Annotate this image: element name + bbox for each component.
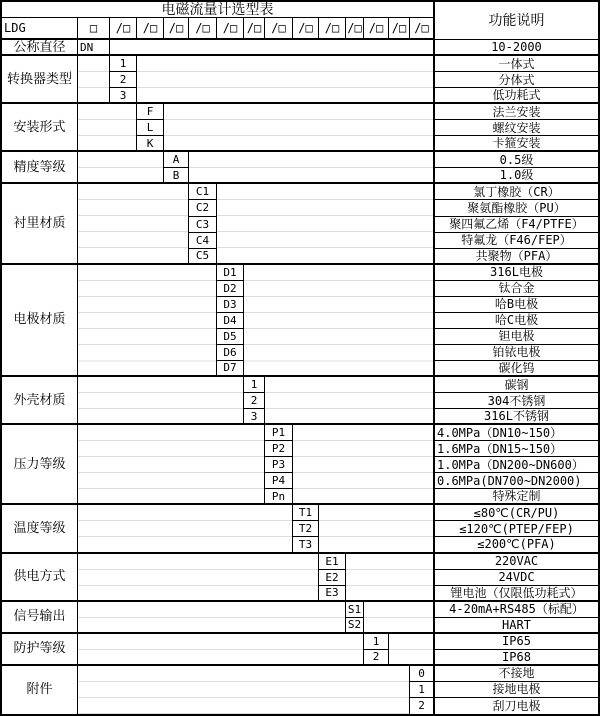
function-cell: 4.0MPa（DN10~150） — [435, 425, 598, 441]
function-cell: 接地电极 — [435, 682, 598, 698]
function-cell: 10-2000 — [435, 40, 598, 56]
section-label: 附件 — [2, 666, 78, 714]
model-slot: /□ — [364, 18, 389, 40]
function-cell: ≤80℃(CR/PU) — [435, 505, 598, 521]
model-slot: /□ — [410, 18, 435, 40]
function-cell: 哈C电极 — [435, 313, 598, 329]
function-cell: 4-20mA+RS485（标配） — [435, 602, 598, 618]
code-cell: 1 — [364, 634, 389, 650]
section-label: 信号输出 — [2, 602, 78, 634]
merged-empty-cell — [364, 602, 435, 634]
code-cell: L — [137, 120, 164, 136]
section-label: 衬里材质 — [2, 184, 78, 264]
model-slot: /□ — [265, 18, 293, 40]
model-base-box: □ — [78, 18, 110, 40]
function-cell: 不接地 — [435, 666, 598, 682]
merged-empty-cell — [110, 40, 435, 56]
merged-empty-cell — [189, 152, 435, 184]
section-label: 防护等级 — [2, 634, 78, 666]
function-cell: IP65 — [435, 634, 598, 650]
merged-empty-cell — [346, 554, 435, 602]
merged-empty-cell — [137, 56, 435, 104]
function-cell: 分体式 — [435, 72, 598, 88]
code-cell: C2 — [189, 200, 217, 216]
model-slot: /□ — [189, 18, 217, 40]
section-label: 精度等级 — [2, 152, 78, 184]
code-cell: D7 — [217, 361, 244, 377]
section-label: 供电方式 — [2, 554, 78, 602]
function-cell: 聚四氟乙烯（F4/PTFE） — [435, 217, 598, 233]
model-slot: /□ — [319, 18, 346, 40]
merged-empty-cell — [78, 152, 164, 184]
code-cell: P2 — [265, 441, 293, 457]
merged-empty-cell — [389, 634, 435, 666]
function-cell: 共聚物（PFA） — [435, 249, 598, 265]
function-cell: 1.0MPa（DN200~DN600） — [435, 457, 598, 473]
function-cell: 316L不锈钢 — [435, 409, 598, 425]
function-cell: 0.6MPa(DN700~DN2000) — [435, 473, 598, 489]
function-cell: 卡箍安装 — [435, 136, 598, 152]
code-cell: 3 — [244, 409, 265, 425]
code-cell: C4 — [189, 233, 217, 249]
function-cell: 0.5级 — [435, 152, 598, 168]
code-cell: B — [164, 168, 189, 184]
merged-empty-cell — [265, 377, 435, 425]
function-column-header: 功能说明 — [435, 2, 598, 40]
merged-empty-cell — [78, 554, 319, 602]
code-cell: D1 — [217, 265, 244, 281]
merged-empty-cell — [78, 184, 189, 264]
function-cell: 低功耗式 — [435, 88, 598, 104]
model-slot: /□ — [217, 18, 244, 40]
code-cell: 2 — [364, 650, 389, 666]
code-cell: DN — [78, 40, 110, 56]
code-cell: D6 — [217, 345, 244, 361]
merged-empty-cell — [78, 505, 293, 553]
code-cell: S1 — [346, 602, 364, 618]
model-slot: /□ — [110, 18, 137, 40]
code-cell: 0 — [410, 666, 435, 682]
code-cell: C5 — [189, 249, 217, 265]
table-title: 电磁流量计选型表 — [2, 2, 435, 18]
code-cell: T1 — [293, 505, 319, 521]
section-label: 转换器类型 — [2, 56, 78, 104]
function-cell: 法兰安装 — [435, 104, 598, 120]
merged-empty-cell — [78, 104, 137, 152]
section-label: 公称直径 — [2, 40, 78, 56]
function-cell: HART — [435, 618, 598, 634]
function-cell: 刮刀电极 — [492, 698, 541, 713]
code-cell: P4 — [265, 473, 293, 489]
function-cell: 316L电极 — [435, 265, 598, 281]
function-cell: 220VAC — [435, 554, 598, 570]
code-cell: T3 — [293, 537, 319, 553]
function-cell: IP68 — [435, 650, 598, 666]
code-cell: 2 — [410, 698, 435, 714]
merged-empty-cell — [319, 505, 435, 553]
merged-empty-cell — [78, 377, 244, 425]
model-slot: /□ — [293, 18, 319, 40]
code-cell: T2 — [293, 521, 319, 537]
merged-empty-cell — [164, 104, 435, 152]
section-label: 温度等级 — [2, 505, 78, 553]
function-cell: 1.6MPa（DN15~150） — [435, 441, 598, 457]
function-cell: 铂铱电极 — [435, 345, 598, 361]
function-cell: 锂电池（仅限低功耗式） — [435, 586, 598, 602]
section-label: 外壳材质 — [2, 377, 78, 425]
code-cell: D5 — [217, 329, 244, 345]
function-cell: 一体式 — [435, 56, 598, 72]
merged-empty-cell — [293, 425, 435, 505]
merged-empty-cell — [244, 265, 435, 377]
function-cell: 聚氨酯橡胶（PU） — [435, 200, 598, 216]
code-cell: 2 — [110, 72, 137, 88]
code-cell: P1 — [265, 425, 293, 441]
function-cell: 氯丁橡胶（CR） — [435, 184, 598, 200]
merged-empty-cell — [78, 666, 410, 714]
model-slot: /□ — [137, 18, 164, 40]
model-slot: /□ — [164, 18, 189, 40]
code-cell: E3 — [319, 586, 346, 602]
code-cell: C1 — [189, 184, 217, 200]
function-cell: 哈B电极 — [435, 297, 598, 313]
function-cell: 碳化钨 — [435, 361, 598, 377]
code-cell: Pn — [265, 489, 293, 505]
function-cell: 1.0级 — [435, 168, 598, 184]
merged-empty-cell — [78, 56, 110, 104]
function-cell: 特殊定制 — [435, 489, 598, 505]
code-cell: 1 — [410, 682, 435, 698]
function-cell: 304不锈钢 — [435, 393, 598, 409]
model-slot: /□ — [346, 18, 364, 40]
code-cell: 2 — [244, 393, 265, 409]
section-label: 电极材质 — [2, 265, 78, 377]
code-cell: D4 — [217, 313, 244, 329]
model-slot: /□ — [244, 18, 265, 40]
code-cell: E2 — [319, 570, 346, 586]
code-cell: 3 — [110, 88, 137, 104]
merged-empty-cell — [78, 265, 217, 377]
model-prefix: LDG — [2, 18, 78, 40]
code-cell: D2 — [217, 281, 244, 297]
code-cell: P3 — [265, 457, 293, 473]
section-label: 压力等级 — [2, 425, 78, 505]
function-cell: 钛合金 — [435, 281, 598, 297]
code-cell: K — [137, 136, 164, 152]
section-label: 安装形式 — [2, 104, 78, 152]
model-slot: /□ — [389, 18, 410, 40]
code-cell: 1 — [244, 377, 265, 393]
code-cell: C3 — [189, 217, 217, 233]
function-cell: 碳钢 — [435, 377, 598, 393]
code-cell: A — [164, 152, 189, 168]
merged-empty-cell — [217, 184, 435, 264]
merged-empty-cell — [78, 425, 265, 505]
code-cell: F — [137, 104, 164, 120]
code-cell: E1 — [319, 554, 346, 570]
merged-empty-cell — [78, 634, 364, 666]
function-cell: 螺纹安装 — [435, 120, 598, 136]
function-cell: 特氟龙（F46/FEP） — [435, 233, 598, 249]
code-cell: D3 — [217, 297, 244, 313]
code-cell: 1 — [110, 56, 137, 72]
merged-empty-cell — [78, 602, 346, 634]
function-cell: 钽电极 — [435, 329, 598, 345]
code-cell: S2 — [346, 618, 364, 634]
function-cell: 24VDC — [435, 570, 598, 586]
function-cell: ≤120℃(PTEP/FEP) — [435, 521, 598, 537]
function-cell: ≤200℃(PFA) — [435, 537, 598, 553]
